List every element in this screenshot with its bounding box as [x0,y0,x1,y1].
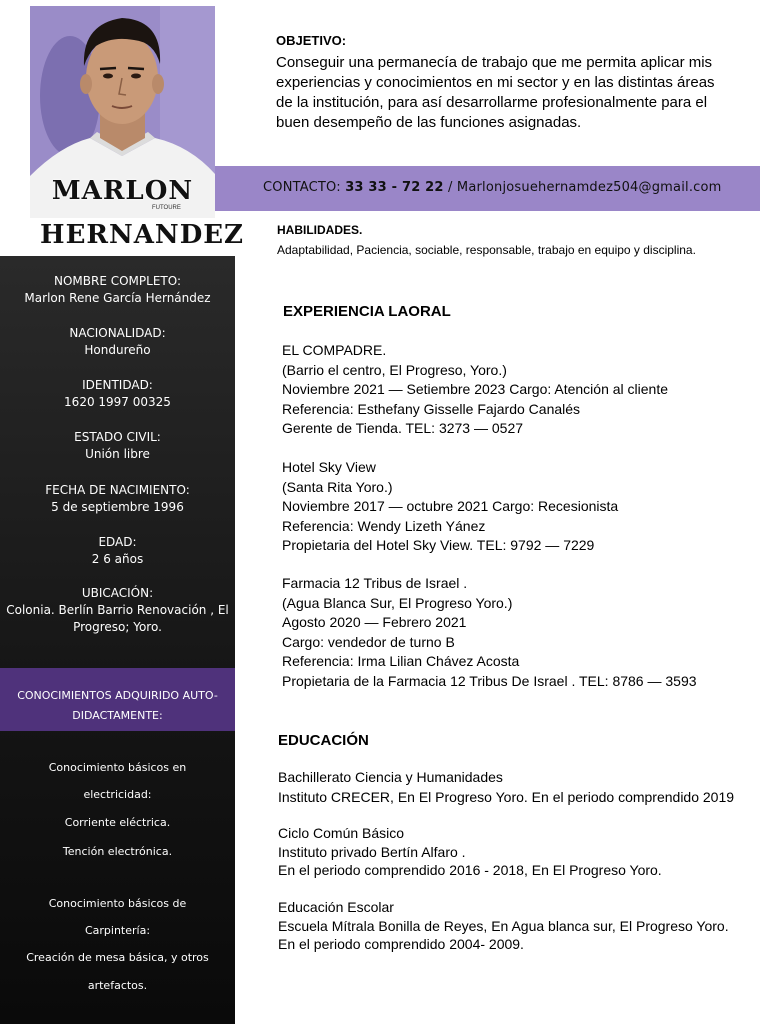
last-name: HERNANDEZ [40,220,245,250]
experience-title: EXPERIENCIA LAORAL [283,303,451,320]
education-line: En el periodo comprendido 2016 - 2018, En El Progreso Yoro. [278,862,662,878]
knowledge-item: Tención electrónica. [62,845,173,858]
education-entry [278,824,662,880]
personal-label: FECHA DE NACIMIENTO: [45,483,190,497]
job-entry [282,458,618,556]
skills-title: HABILIDADES. [277,223,363,237]
knowledge-item: Conocimiento básicos en [48,761,187,774]
objective-title: OBJETIVO: [276,33,347,48]
personal-value: 2 6 años [91,552,144,566]
personal-item-nationality [0,325,235,359]
job-line: Cargo: vendedor de turno B [282,633,455,650]
knowledge-item: Carpintería: [84,924,151,937]
knowledge-item: Conocimiento básicos de [48,897,187,910]
first-name: MARLON [51,176,194,206]
education-line: Ciclo Común Básico [278,825,405,841]
contact-line [263,180,722,195]
job-line: Referencia: Esthefany Gisselle Fajardo Canalés [282,400,581,417]
education-entry [278,898,729,954]
personal-item-age [0,534,235,568]
job-line: (Barrio el centro, El Progreso, Yoro.) [282,361,507,378]
skills-text: Adaptabilidad, Paciencia, sociable, responsable, trabajo en equipo y disciplina. [277,243,696,257]
personal-value: 1620 1997 00325 [64,395,171,409]
education-line: Instituto privado Bertín Alfaro . [278,843,466,860]
knowledge-item: electricidad: [83,788,152,801]
job-entry [282,574,697,691]
education-title: EDUCACIÓN [278,732,369,749]
job-line: Propietaria de la Farmacia 12 Tribus De Israel . TEL: 8786 — 3593 [282,672,697,689]
personal-label: NOMBRE COMPLETO: [53,274,182,288]
personal-label: NACIONALIDAD: [69,326,166,340]
personal-label: EDAD: [98,535,137,549]
personal-value: Marlon Rene García Hernández [24,291,211,305]
job-line: Noviembre 2017 — octubre 2021 Cargo: Recesionista [282,498,619,514]
education-line: En el periodo comprendido 2004- 2009. [278,936,524,952]
knowledge-item: artefactos. [87,979,148,992]
personal-value: Hondureño [84,343,151,357]
personal-label: ESTADO CIVIL: [74,430,161,444]
personal-item-birthdate [0,482,235,516]
personal-item-identity [0,377,235,411]
objective-text: Conseguir una permanecía de trabajo que me permita aplicar mis experiencias y conocimientos en mi sector y en las distintas áreas de la institución, para así desarrollarme profesionalmente para el buen desempeño de las funciones asignadas. [276,54,715,131]
contact-phone: 33 33 - 72 22 [345,180,444,195]
personal-item-location [5,585,230,636]
personal-value: Colonia. Berlín Barrio Renovación , El Progreso; Yoro. [6,603,229,634]
education-line: Educación Escolar [278,899,394,915]
personal-label: UBICACIÓN: [81,586,154,600]
job-line: Referencia: Irma Lilian Chávez Acosta [282,653,520,669]
education-line: Escuela Mítrala Bonilla de Reyes, En Agua blanca sur, El Progreso Yoro. [278,917,729,934]
personal-label: IDENTIDAD: [82,378,153,392]
job-line: Gerente de Tienda. TEL: 3273 — 0527 [282,420,524,436]
contact-separator: / [443,180,457,195]
knowledge-item: Corriente eléctrica. [64,816,171,829]
job-line: (Santa Rita Yoro.) [282,478,393,495]
knowledge-title: CONOCIMIENTOS ADQUIRIDO AUTO-DIDACTAMENTE: [17,689,218,722]
personal-value: Unión libre [85,447,150,461]
personal-value: 5 de septiembre 1996 [51,500,184,514]
personal-item-civil-status [0,429,235,463]
knowledge-item: Creación de mesa básica, y otros [26,951,209,964]
contact-label: CONTACTO: [263,180,341,195]
personal-item-fullname [0,273,235,307]
job-line: Noviembre 2021 — Setiembre 2023 Cargo: Atención al cliente [282,381,668,397]
photo-tag: FUTOURE [152,205,181,211]
job-line: Hotel Sky View [282,459,376,475]
job-line: Farmacia 12 Tribus de Israel . [282,575,468,591]
job-line: (Agua Blanca Sur, El Progreso Yoro.) [282,594,513,611]
job-entry [282,341,668,439]
job-line: Referencia: Wendy Lizeth Yánez [282,517,486,534]
contact-email: Marlonjosuehernamdez504@gmail.com [456,180,722,195]
education-entry [278,768,734,807]
job-line: Propietaria del Hotel Sky View. TEL: 9792 — 7229 [282,537,595,553]
job-line: Agosto 2020 — Febrero 2021 [282,614,467,630]
education-line: Instituto CRECER, En El Progreso Yoro. En el periodo comprendido 2019 [278,788,735,805]
education-line: Bachillerato Ciencia y Humanidades [278,769,503,785]
job-line: EL COMPADRE. [282,342,387,358]
